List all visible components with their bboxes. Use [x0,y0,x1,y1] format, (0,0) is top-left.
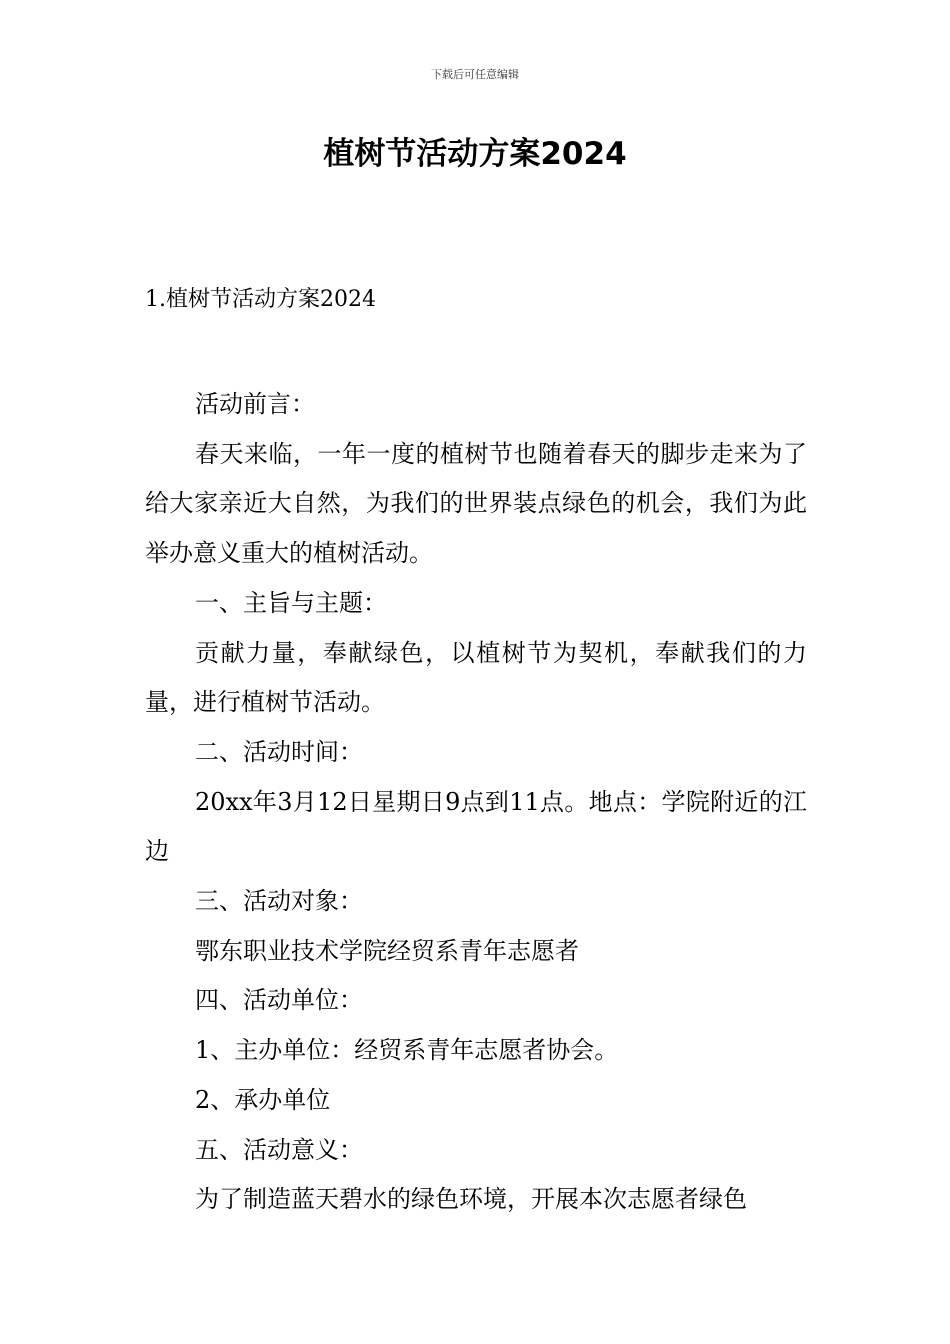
paragraph-preface-label: 活动前言： [195,390,315,418]
section-heading: 1.植树节活动方案2024 [145,287,376,312]
document-body [145,380,807,1225]
document-title: 植树节活动方案2024 [323,136,627,172]
paragraph-audience-text: 鄂东职业技术学院经贸系青年志愿者 [195,936,579,965]
header-note: 下载后可任意编辑 [431,68,519,81]
paragraph-undertaker: 2、承办单位 [195,1085,331,1114]
paragraph-preface-text: 春天来临，一年一度的植树节也随着春天的脚步走来为了给大家亲近大自然，为我们的世界装点绿色的机会，我们为此举办意义重大的植树活动。 [145,439,807,568]
paragraph-theme-text: 贡献力量，奉献绿色，以植树节为契机，奉献我们的力量，进行植树节活动。 [145,638,807,717]
paragraph-significance-label: 五、活动意义： [195,1135,363,1164]
paragraph-time-label: 二、活动时间： [195,737,363,766]
paragraph-theme-label: 一、主旨与主题： [195,588,387,617]
paragraph-units-label: 四、活动单位： [195,986,363,1015]
paragraph-significance-text: 为了制造蓝天碧水的绿色环境，开展本次志愿者绿色 [195,1185,747,1214]
paragraph-organizer: 1、主办单位：经贸系青年志愿者协会。 [195,1036,619,1065]
paragraph-audience-label: 三、活动对象： [195,887,363,916]
paragraph-time-text: 20xx年3月12日星期日9点到11点。地点：学院附近的江边 [145,787,807,866]
